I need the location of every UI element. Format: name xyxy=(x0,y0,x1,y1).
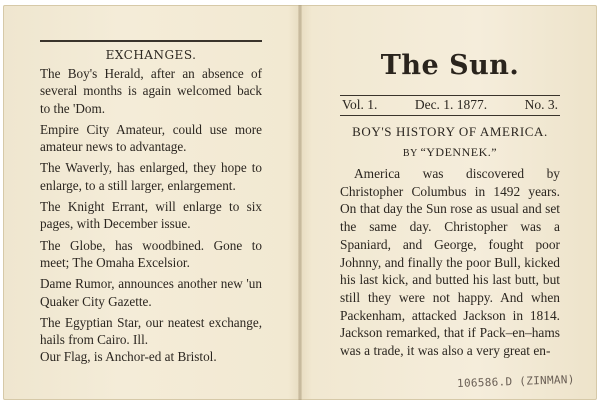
exchange-item: The Egyptian Star, our neatest exchange, hails from Cairo. Ill. xyxy=(40,314,262,348)
issue-bottom-rule xyxy=(340,115,560,116)
exchange-item: The Globe, has woodbined. Gone to meet; The Omaha Excelsior. xyxy=(40,237,262,270)
top-rule xyxy=(40,40,262,42)
byline-prefix: BY xyxy=(402,148,418,159)
exchange-item: The Boy's Herald, after an absence of several months is again welcomed back to the 'Dom. xyxy=(40,66,262,116)
volume-label: Vol. 1. xyxy=(342,97,378,112)
issue-info xyxy=(340,96,560,113)
article-title: BOY'S HISTORY OF AMERICA. xyxy=(352,124,548,139)
center-fold xyxy=(298,5,302,400)
exchange-item: The Waverly, has enlarged, they hope to enlarge, to a still larger, enlargement. xyxy=(40,160,262,193)
catalog-annotation: 106586.D (ZINMAN) xyxy=(456,372,575,391)
exchange-item: Empire City Amateur, could use more amateur news to advantage. xyxy=(40,121,262,155)
exchanges-heading: EXCHANGES. xyxy=(105,48,197,62)
issue-number: No. 3. xyxy=(524,97,558,112)
masthead-title: The Sun. xyxy=(380,50,520,81)
issue-date: Dec. 1. 1877. xyxy=(414,97,488,112)
exchange-item: The Knight Errant, will enlarge to six pages, with December issue. xyxy=(40,199,262,232)
byline-author: “YDENNEK.” xyxy=(420,145,498,159)
article-body: America was discovered by Christopher Columbus in 1492 years. On that day the Sun rose as usual and set the same day. Christopher was a Spaniard, and George, fought poor Johnny, and finally the poor Bull, kicked his last kick, and butted his last butt, but still they were not happy. And when Packenham, attacked Jackson in 1814. Jackson remarked, that if Pack–en–hams was a trade, it was also a very great en- xyxy=(340,166,560,359)
left-page xyxy=(40,40,262,370)
exchange-item: Our Flag, is Anchor-ed at Bristol. xyxy=(40,349,217,365)
right-page xyxy=(340,40,560,360)
byline xyxy=(340,145,560,160)
exchange-item: Dame Rumor, announces another new 'un Quaker City Gazette. xyxy=(40,276,262,309)
